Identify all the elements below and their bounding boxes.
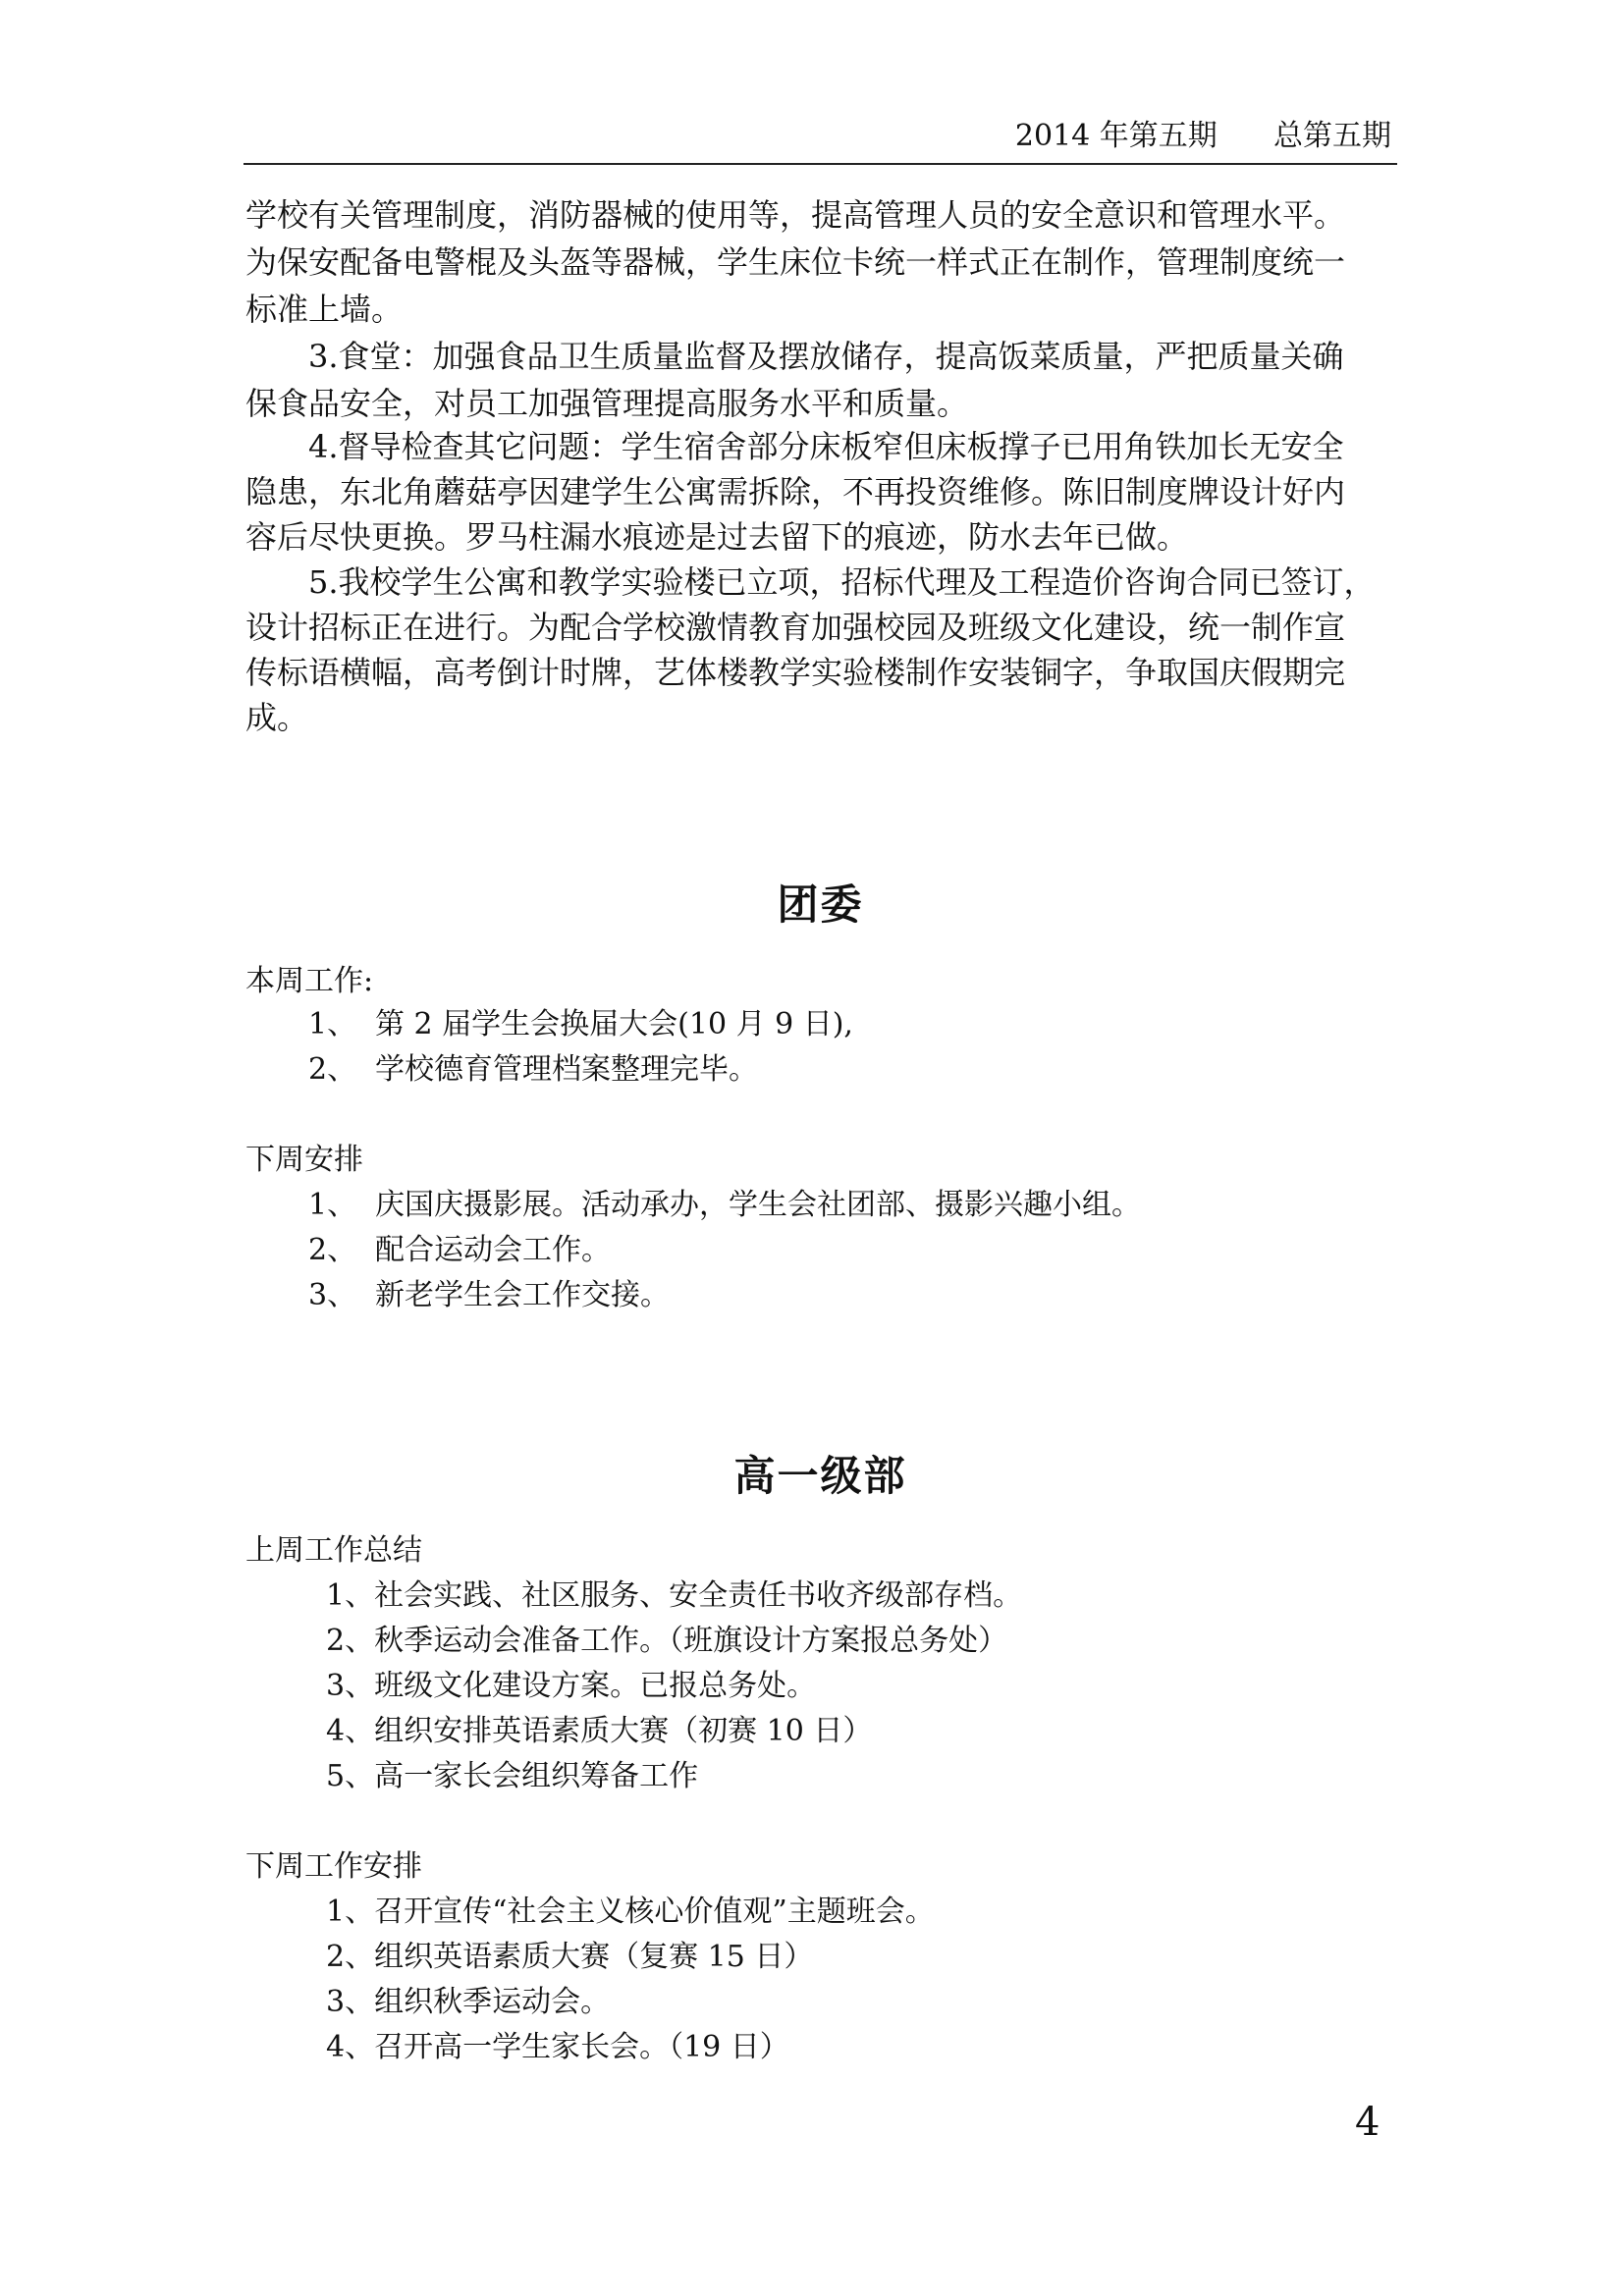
list-item: 4、召开高一学生家长会。（19 日）: [326, 2030, 789, 2064]
header-total: 总第五期: [1273, 119, 1391, 153]
list-number: 1、: [308, 1188, 357, 1222]
list-item: 1、召开宣传“社会主义核心价值观”主题班会。: [326, 1895, 935, 1929]
list-text: 第 2 届学生会换届大会(10 月 9 日),: [375, 1007, 853, 1041]
list-item: [308, 1184, 1141, 1227]
list-text: 新老学生会工作交接。: [375, 1278, 670, 1312]
section-title-tuanwei: 团委: [777, 881, 864, 929]
page-header: [244, 116, 1397, 165]
paragraph-line: 学校有关管理制度，消防器械的使用等，提高管理人员的安全意识和管理水平。: [245, 196, 1346, 234]
header-issue-info: [1015, 116, 1391, 157]
list-item: 3、组织秋季运动会。: [326, 1985, 611, 2019]
list-number: 2、: [308, 1052, 357, 1087]
paragraph-line: 为保安配备电警棍及头盔等器械，学生床位卡统一样式正在制作，管理制度统一: [245, 243, 1346, 281]
list-item: 2、秋季运动会准备工作。（班旗设计方案报总务处）: [326, 1624, 1008, 1658]
item-5-line: 5.我校学生公寓和教学实验楼已立项，招标代理及工程造价咨询合同已签订，: [308, 563, 1376, 601]
list-item: [308, 1229, 611, 1272]
item-5-line: 传标语横幅，高考倒计时牌，艺体楼教学实验楼制作安装铜字，争取国庆假期完: [245, 654, 1346, 691]
item-3-line: 保食品安全，对员工加强管理提高服务水平和质量。: [245, 385, 969, 422]
item-4-line: 隐患，东北角蘑菇亭因建学生公寓需拆除，不再投资维修。陈旧制度牌设计好内: [245, 473, 1346, 510]
list-item: 3、班级文化建设方案。已报总务处。: [326, 1669, 817, 1703]
list-item: 5、高一家长会组织筹备工作: [326, 1759, 699, 1793]
item-5-line: 成。: [245, 699, 309, 736]
list-item: [308, 1003, 853, 1046]
next-week-label: 下周安排: [245, 1143, 363, 1177]
section-title-gaoyi: 高一级部: [733, 1452, 907, 1500]
item-5-line: 设计招标正在进行。为配合学校激情教育加强校园及班级文化建设，统一制作宣: [245, 609, 1346, 646]
list-item: 2、组织英语素质大赛（复赛 15 日）: [326, 1940, 814, 1974]
header-issue: 2014 年第五期: [1014, 119, 1218, 153]
list-item: [308, 1274, 670, 1317]
list-item: 1、社会实践、社区服务、安全责任书收齐级部存档。: [326, 1578, 1023, 1613]
list-item: 4、组织安排英语素质大赛（初赛 10 日）: [326, 1714, 873, 1748]
list-number: 3、: [308, 1278, 357, 1312]
paragraph-line: 标准上墙。: [245, 291, 404, 328]
list-text: 学校德育管理档案整理完毕。: [375, 1052, 758, 1087]
list-item: [308, 1048, 758, 1092]
next-week-plan-label: 下周工作安排: [245, 1849, 422, 1884]
item-4-line: 4.督导检查其它问题：学生宿舍部分床板窄但床板撑子已用角铁加长无安全: [308, 428, 1344, 465]
list-text: 配合运动会工作。: [375, 1233, 611, 1267]
list-number: 2、: [308, 1233, 357, 1267]
list-text: 庆国庆摄影展。活动承办，学生会社团部、摄影兴趣小组。: [375, 1188, 1141, 1222]
item-3-line: 3.食堂：加强食品卫生质量监督及摆放储存，提高饭菜质量，严把质量关确: [308, 338, 1344, 375]
list-number: 1、: [308, 1007, 357, 1041]
page-number: 4: [1355, 2100, 1380, 2145]
last-week-label: 上周工作总结: [245, 1533, 422, 1568]
item-4-line: 容后尽快更换。罗马柱漏水痕迹是过去留下的痕迹，防水去年已做。: [245, 518, 1189, 556]
this-week-label: 本周工作:: [245, 964, 374, 998]
